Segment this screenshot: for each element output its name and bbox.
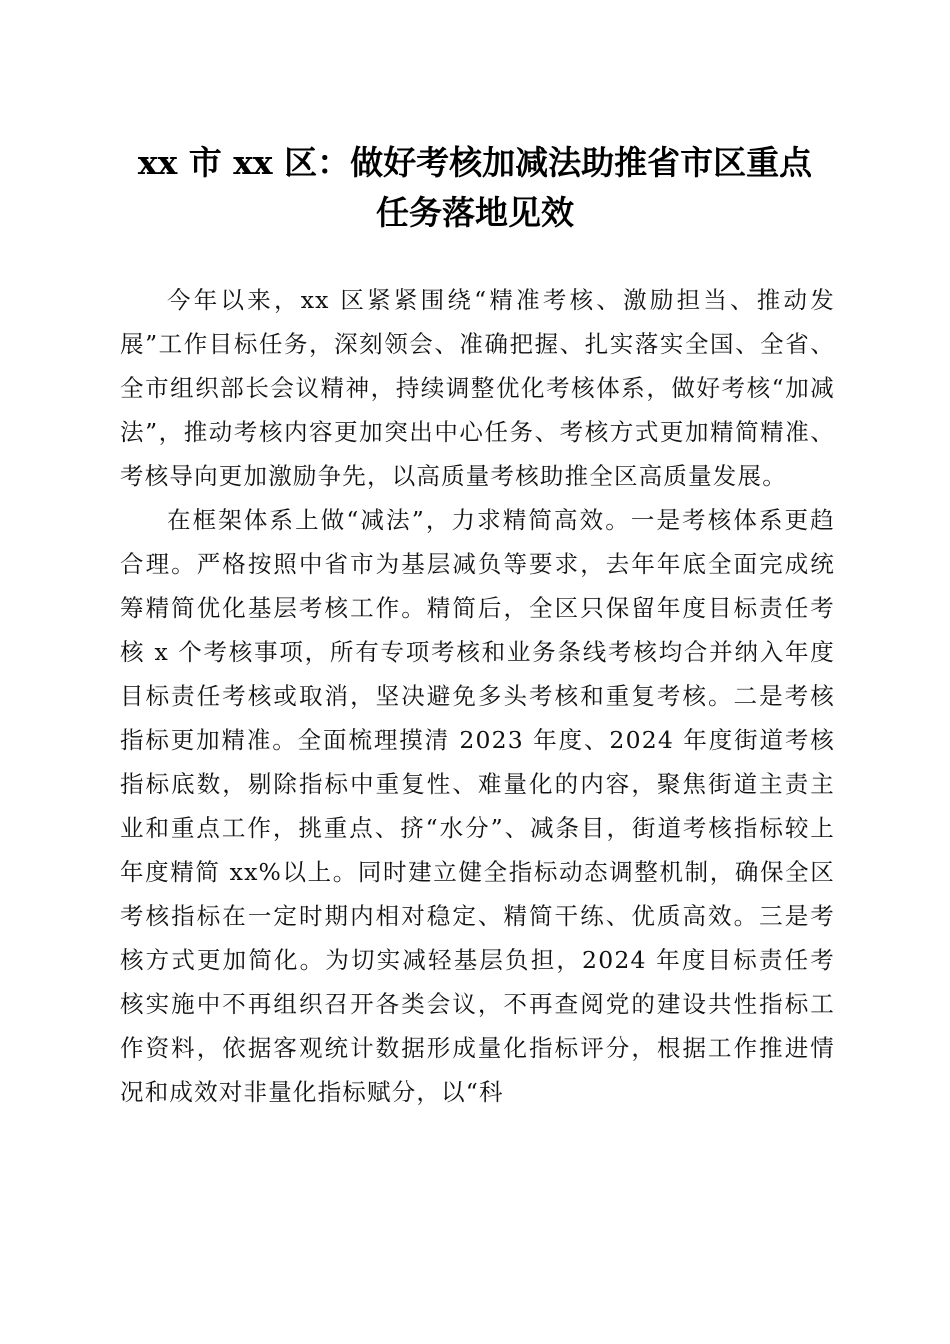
paragraph-intro: 今年以来，xx 区紧紧围绕“精准考核、激励担当、推动发展”工作目标任务，深刻领会、准确把握、扎实落实全国、全省、全市组织部长会议精神，持续调整优化考核体系，做好考核“加减法”，推动考核内容更加突出中心任务、考核方式更加精简精准、考核导向更加激励争先，以高质量考核助推全区高质量发展。	[120, 286, 835, 490]
document-title	[100, 138, 850, 238]
document-body	[120, 278, 835, 1114]
title-line-2: 任务落地见效	[376, 193, 574, 232]
paragraph-framework: 在框架体系上做“减法”，力求精简高效。一是考核体系更趋合理。严格按照中省市为基层减负等要求，去年年底全面完成统筹精简优化基层考核工作。精简后，全区只保留年度目标责任考核 x 个考核事项，所有专项考核和业务条线考核均合并纳入年度目标责任考核或取消，坚决避免多头考核和重复考核。二是考核指标更加精准。全面梳理摸清 2023 年度、2024 年度街道考核指标底数，剔除指标中重复性、难量化的内容，聚焦街道主责主业和重点工作，挑重点、挤“水分”、减条目，街道考核指标较上年度精简 xx%以上。同时建立健全指标动态调整机制，确保全区考核指标在一定时期内相对稳定、精简干练、优质高效。三是考核方式更加简化。为切实减轻基层负担，2024 年度目标责任考核实施中不再组织召开各类会议，不再查阅党的建设共性指标工作资料，依据客观统计数据形成量化指标评分，根据工作推进情况和成效对非量化指标赋分，以“科	[120, 506, 835, 1106]
title-line-1: xx 市 xx 区：做好考核加减法助推省市区重点	[137, 143, 813, 182]
